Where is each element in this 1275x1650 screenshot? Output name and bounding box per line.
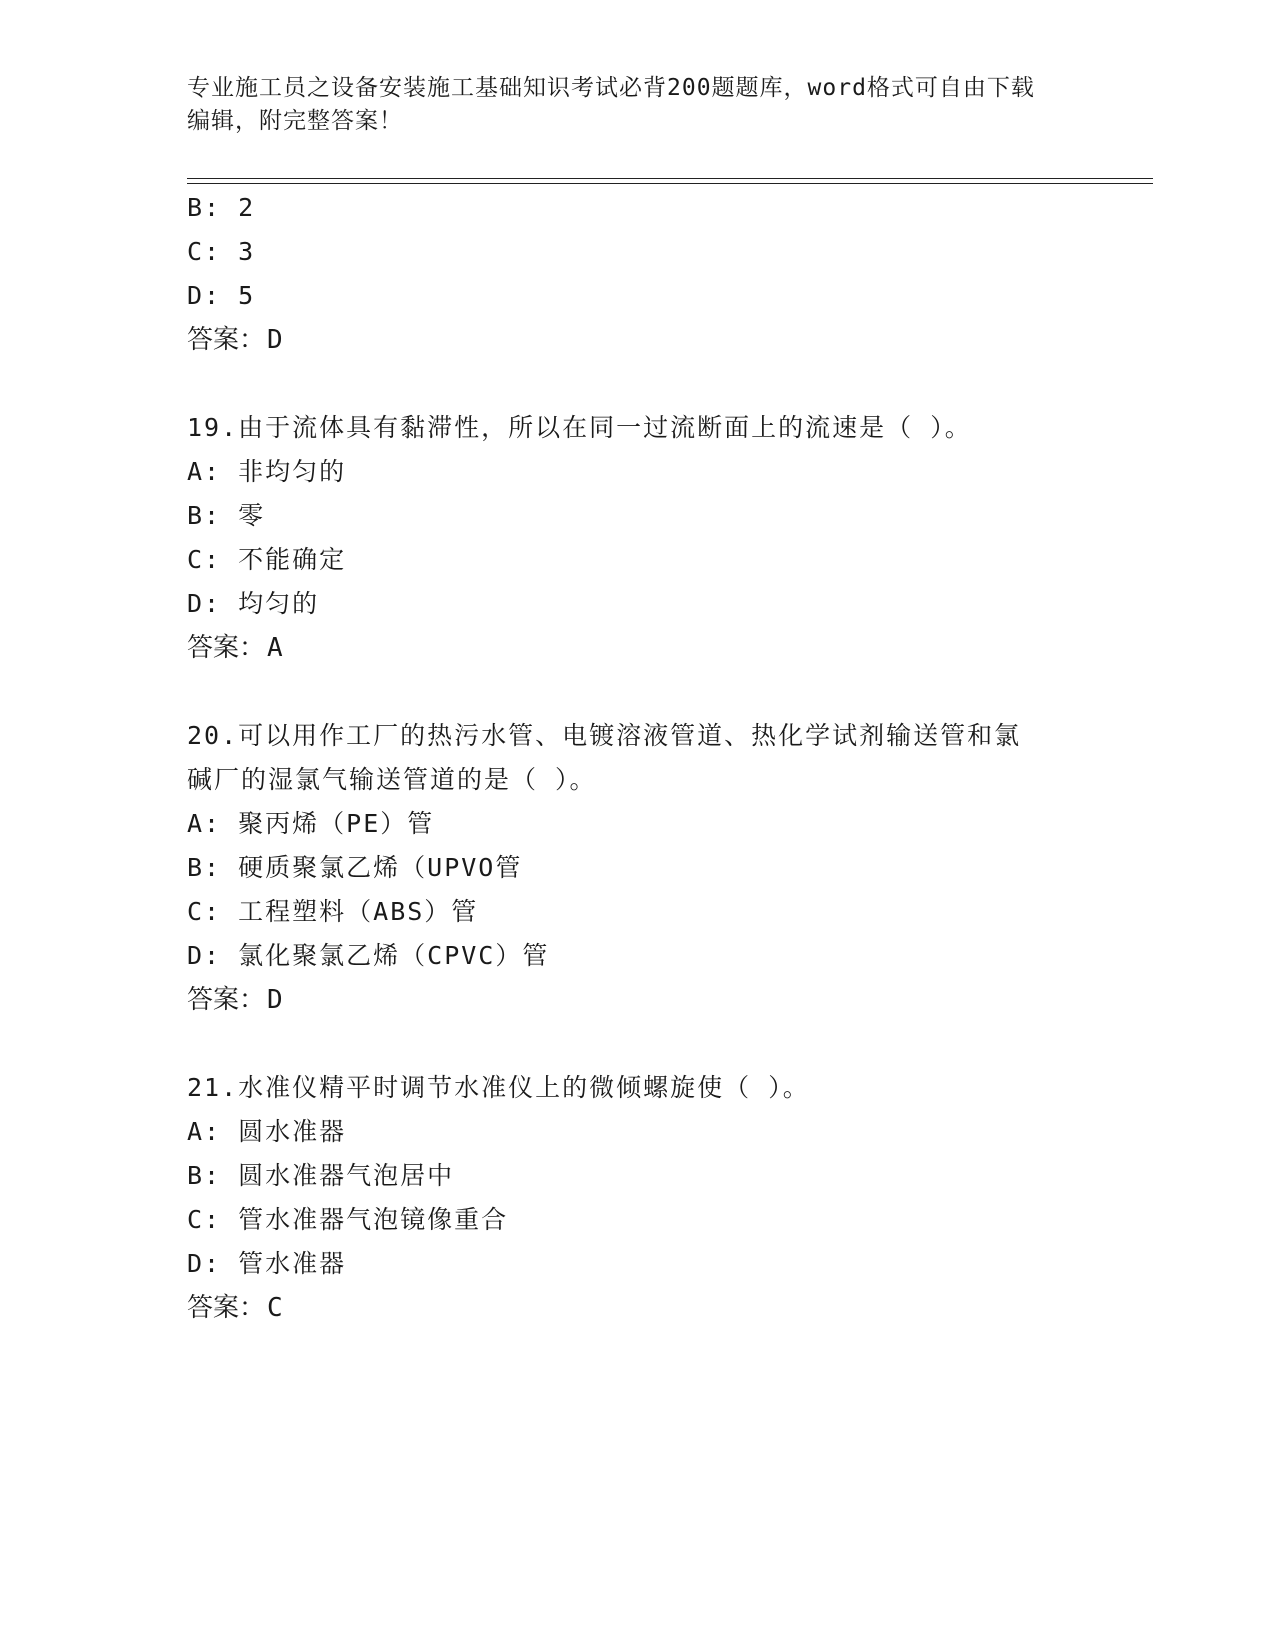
q19-answer [187,633,283,663]
q20-answer-value: D [267,985,283,1015]
header-divider-bottom [187,183,1153,184]
prev-option-c: C: 3 [187,237,256,266]
q20-stem-line-2: 碱厂的湿氯气输送管道的是（ ）。 [187,765,597,794]
prev-answer [187,325,283,355]
header-title-line-2: 编辑，附完整答案！ [187,108,403,134]
q19-stem: 19.由于流体具有黏滞性，所以在同一过流断面上的流速是（ ）。 [187,413,972,442]
q21-stem: 21.水准仪精平时调节水准仪上的微倾螺旋使（ ）。 [187,1073,810,1102]
q20-stem-line-1: 20.可以用作工厂的热污水管、电镀溶液管道、热化学试剂输送管和氯 [187,721,1022,750]
prev-answer-label: 答案： [187,325,266,355]
q20-option-d: D: 氯化聚氯乙烯（CPVC）管 [187,941,550,970]
q21-option-a: A: 圆水准器 [187,1117,347,1146]
q19-option-d: D: 均匀的 [187,589,320,618]
prev-option-b: B: 2 [187,193,256,222]
q21-option-d: D: 管水准器 [187,1249,347,1278]
q21-answer [187,1293,283,1323]
q21-option-b: B: 圆水准器气泡居中 [187,1161,455,1190]
prev-answer-value: D [267,325,283,355]
q20-option-a: A: 聚丙烯（PE）管 [187,809,435,838]
q19-option-b: B: 零 [187,501,266,530]
q20-answer [187,985,283,1015]
q21-answer-value: C [267,1293,283,1323]
q19-option-c: C: 不能确定 [187,545,347,574]
prev-option-d: D: 5 [187,281,256,310]
q19-option-a: A: 非均匀的 [187,457,347,486]
header-divider-top [187,178,1153,179]
q21-option-c: C: 管水准器气泡镜像重合 [187,1205,509,1234]
q20-option-c: C: 工程塑料（ABS）管 [187,897,479,926]
q19-answer-value: A [267,633,283,663]
q19-answer-label: 答案： [187,633,266,663]
q21-answer-label: 答案： [187,1293,266,1323]
document-header [187,72,1067,138]
q20-option-b: B: 硬质聚氯乙烯（UPVO管 [187,853,523,882]
q20-answer-label: 答案： [187,985,266,1015]
header-title-line-1: 专业施工员之设备安装施工基础知识考试必背200题题库，word格式可自由下载 [187,75,1035,101]
